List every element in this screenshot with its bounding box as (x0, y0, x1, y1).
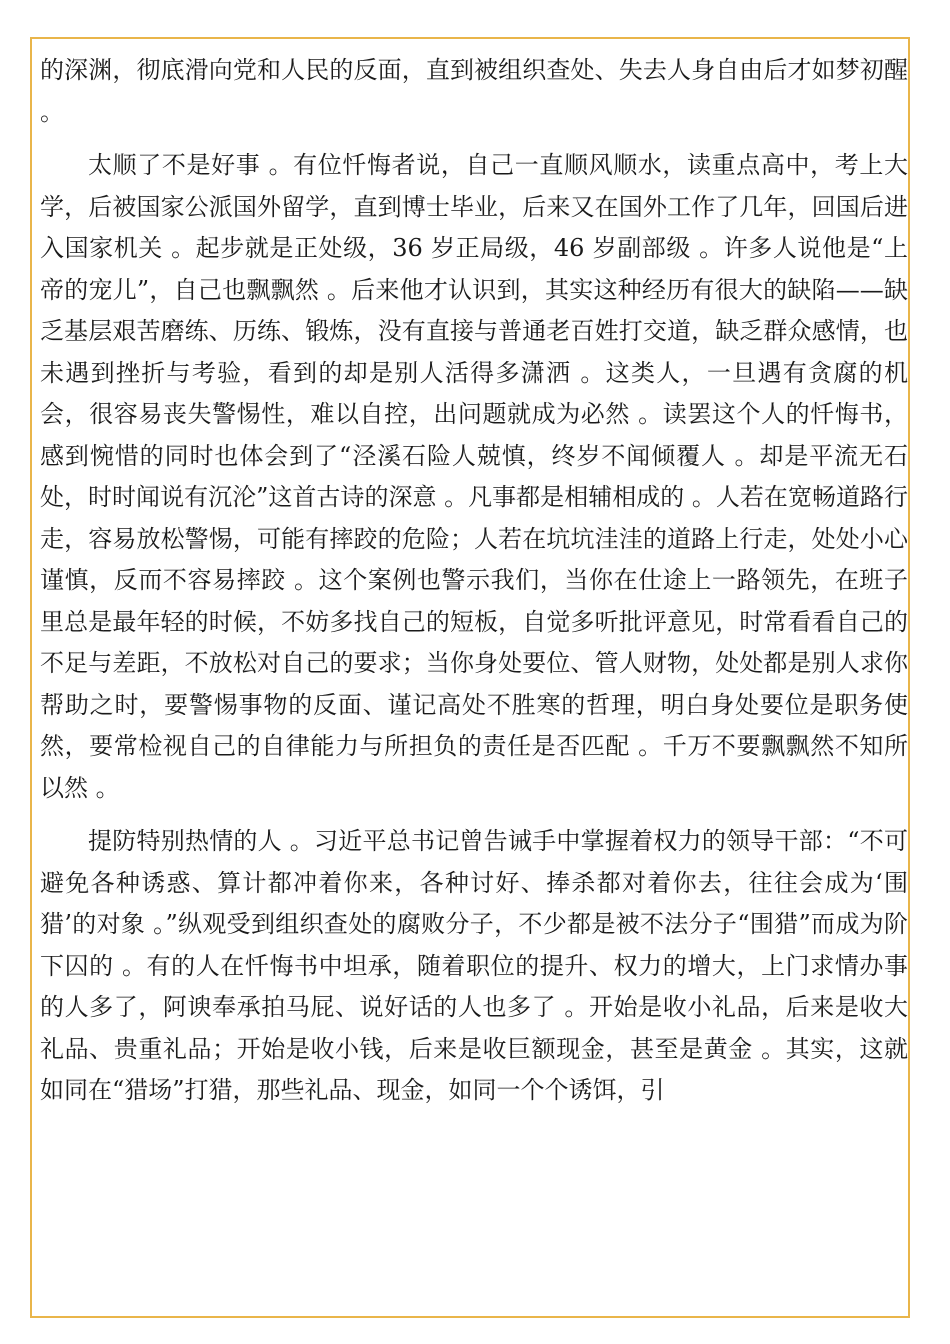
paragraph-beware-enthusiasm: 提防特别热情的人 。习近平总书记曾告诫手中掌握着权力的领导干部：“不可避免各种诱惑、算计都冲着你来，各种讨好、捧杀都对着你去，往往会成为‘围猎’的对象 。”纵观受到组织查处的腐败分子，不少都是被不法分子“围猎”而成为阶下囚的 。有的人在忏悔书中坦承，随着职位的提升、权力的增大，上门求情办事的人多了，阿谀奉承拍马屁、说好话的人也多了 。开始是收小礼品，后来是收大礼品、贵重礼品；开始是收小钱，后来是收巨额现金，甚至是黄金 。其实，这就如同在“猎场”打猎，那些礼品、现金，如同一个个诱饵，引 (40, 827, 908, 1104)
paragraph-gap (40, 133, 908, 145)
paragraph-continuation: 的深渊，彻底滑向党和人民的反面，直到被组织查处、失去人身自由后才如梦初醒 。 (40, 56, 908, 126)
document-body (40, 50, 908, 1112)
paragraph-too-smooth: 太顺了不是好事 。有位忏悔者说，自己一直顺风顺水，读重点高中，考上大学，后被国家公派国外留学，直到博士毕业，后来又在国外工作了几年，回国后进入国家机关 。起步就是正处级，36 岁正局级，46 岁副部级 。许多人说他是“上帝的宠儿”，自己也飘飘然 。后来他才认识到，其实这种经历有很大的缺陷——缺乏基层艰苦磨练、历练、锻炼，没有直接与普通老百姓打交道，缺乏群众感情，也未遇到挫折与考验，看到的却是别人活得多潇洒 。这类人，一旦遇有贪腐的机会，很容易丧失警惕性，难以自控，出问题就成为必然 。读罢这个人的忏悔书，感到惋惜的同时也体会到了“泾溪石险人兢慎，终岁不闻倾覆人 。却是平流无石处，时时闻说有沉沦”这首古诗的深意 。凡事都是相辅相成的 。人若在宽畅道路行走，容易放松警惕，可能有摔跤的危险；人若在坑坑洼洼的道路上行走，处处小心谨慎，反而不容易摔跤 。这个案例也警示我们，当你在仕途上一路领先，在班子里总是最年轻的时候，不妨多找自己的短板，自觉多听批评意见，时常看看自己的不足与差距，不放松对自己的要求；当你身处要位、管人财物，处处都是别人求你帮助之时，要警惕事物的反面、谨记高处不胜寒的哲理，明白身处要位是职务使然，要常检视自己的自律能力与所担负的责任是否匹配 。千万不要飘飘然不知所以然 。 (40, 151, 908, 802)
paragraph-gap (40, 809, 908, 821)
